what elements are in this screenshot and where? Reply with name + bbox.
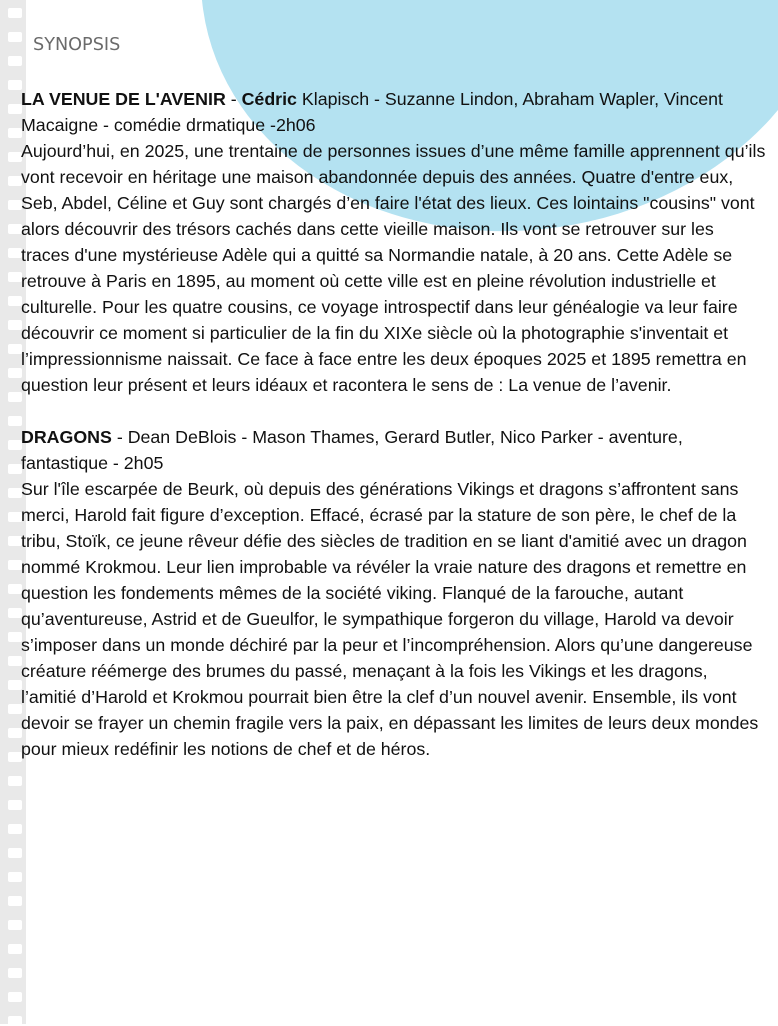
filmstrip-hole [8,272,22,282]
film-synopsis: Aujourd’hui, en 2025, une trentaine de personnes issues d’une même famille apprennent qu’ils vont recevoir en héritage une maison abandonnée depuis des années. Quatre d'entre eux, Seb, Abdel, Céline et Guy sont chargés d’en faire l'état des lieux. Ces lointains "cousins" vont alors découvrir des trésors cachés dans cette vieille maison. Ils vont se retrouver sur les traces d'une mystérieuse Adèle qui a quitté sa Normandie natale, à 20 ans. Cette Adèle se retrouve à Paris en 1895, au moment où cette ville est en pleine révolution industrielle et culturelle. Pour les quatre cousins, ce voyage introspectif dans leur généalogie va leur faire découvrir ce moment si particulier de la fin du XIXe siècle où la photographie s'inventait et l’impressionnisme naissait. Ce face à face entre les deux époques 2025 et 1895 remettra en question leur présent et leurs idéaux et racontera le sens de : La venue de l’avenir. [21,141,766,395]
filmstrip-hole [8,416,22,426]
filmstrip-hole [8,104,22,114]
filmstrip-hole [8,8,22,18]
credits-rest: Klapisch - Suzanne Lindon, Abraham Wapler, Vincent Macaigne - comédie drmatique -2h06 [21,89,723,135]
filmstrip-hole [8,224,22,234]
filmstrip-hole [8,968,22,978]
filmstrip-hole [8,896,22,906]
filmstrip-hole [8,920,22,930]
filmstrip-hole [8,608,22,618]
filmstrip-hole [8,728,22,738]
filmstrip-hole [8,872,22,882]
filmstrip-hole [8,776,22,786]
filmstrip-hole [8,536,22,546]
film-credits [21,86,766,138]
filmstrip-hole [8,1016,22,1026]
filmstrip-hole [8,632,22,642]
film-synopsis: Sur l'île escarpée de Beurk, où depuis des générations Vikings et dragons s’affrontent sans merci, Harold fait figure d’exception. Effacé, écrasé par la stature de son père, le chef de la tribu, Stoïk, ce jeune rêveur défie des siècles de tradition en se liant d'amitié avec un dragon nommé Krokmou. Leur lien improbable va révéler la vraie nature des dragons et remettre en question les fondements mêmes de la société viking. Flanqué de la farouche, autant qu’aventureuse, Astrid et de Gueulfor, le sympathique forgeron du village, Harold va devoir s’imposer dans un monde déchiré par la peur et l’incompréhension. Alors qu’une dangereuse créature réémerge des brumes du passé, menaçant à la fois les Vikings et les dragons, l’amitié d’Harold et Krokmou pourrait bien être la clef d’un nouvel avenir. Ensemble, ils vont devoir se frayer un chemin fragile vers la paix, en dépassant les limites de leurs deux mondes pour mieux redéfinir les notions de chef et de héros. [21,479,759,759]
filmstrip-hole [8,296,22,306]
filmstrip-hole [8,152,22,162]
section-heading: SYNOPSIS [33,34,121,55]
filmstrip-hole [8,368,22,378]
credits-separator: - [225,89,242,109]
credits-rest: - Dean DeBlois - Mason Thames, Gerard Butler, Nico Parker - aventure, fantastique - 2h05 [21,427,683,473]
filmstrip-hole [8,440,22,450]
filmstrip-hole [8,320,22,330]
film-credits [21,424,766,476]
filmstrip-hole [8,584,22,594]
filmstrip-hole [8,248,22,258]
director-first-name: Cédric [241,89,297,109]
filmstrip-hole [8,800,22,810]
film-entry-2 [21,424,766,762]
film-title: LA VENUE DE L'AVENIR [21,89,226,109]
filmstrip-hole [8,848,22,858]
filmstrip-hole [8,464,22,474]
filmstrip-hole [8,32,22,42]
filmstrip-hole [8,488,22,498]
filmstrip-hole [8,704,22,714]
filmstrip-hole [8,944,22,954]
filmstrip-hole [8,176,22,186]
filmstrip-hole [8,392,22,402]
filmstrip-hole [8,128,22,138]
filmstrip-hole [8,752,22,762]
film-title: DRAGONS [21,427,112,447]
synopsis-content [21,86,766,788]
filmstrip-hole [8,824,22,834]
filmstrip-hole [8,56,22,66]
filmstrip-hole [8,680,22,690]
filmstrip-hole [8,344,22,354]
filmstrip-hole [8,200,22,210]
filmstrip-hole [8,512,22,522]
filmstrip-hole [8,656,22,666]
filmstrip-hole [8,992,22,1002]
film-entry-1 [21,86,766,398]
filmstrip-hole [8,560,22,570]
filmstrip-hole [8,80,22,90]
